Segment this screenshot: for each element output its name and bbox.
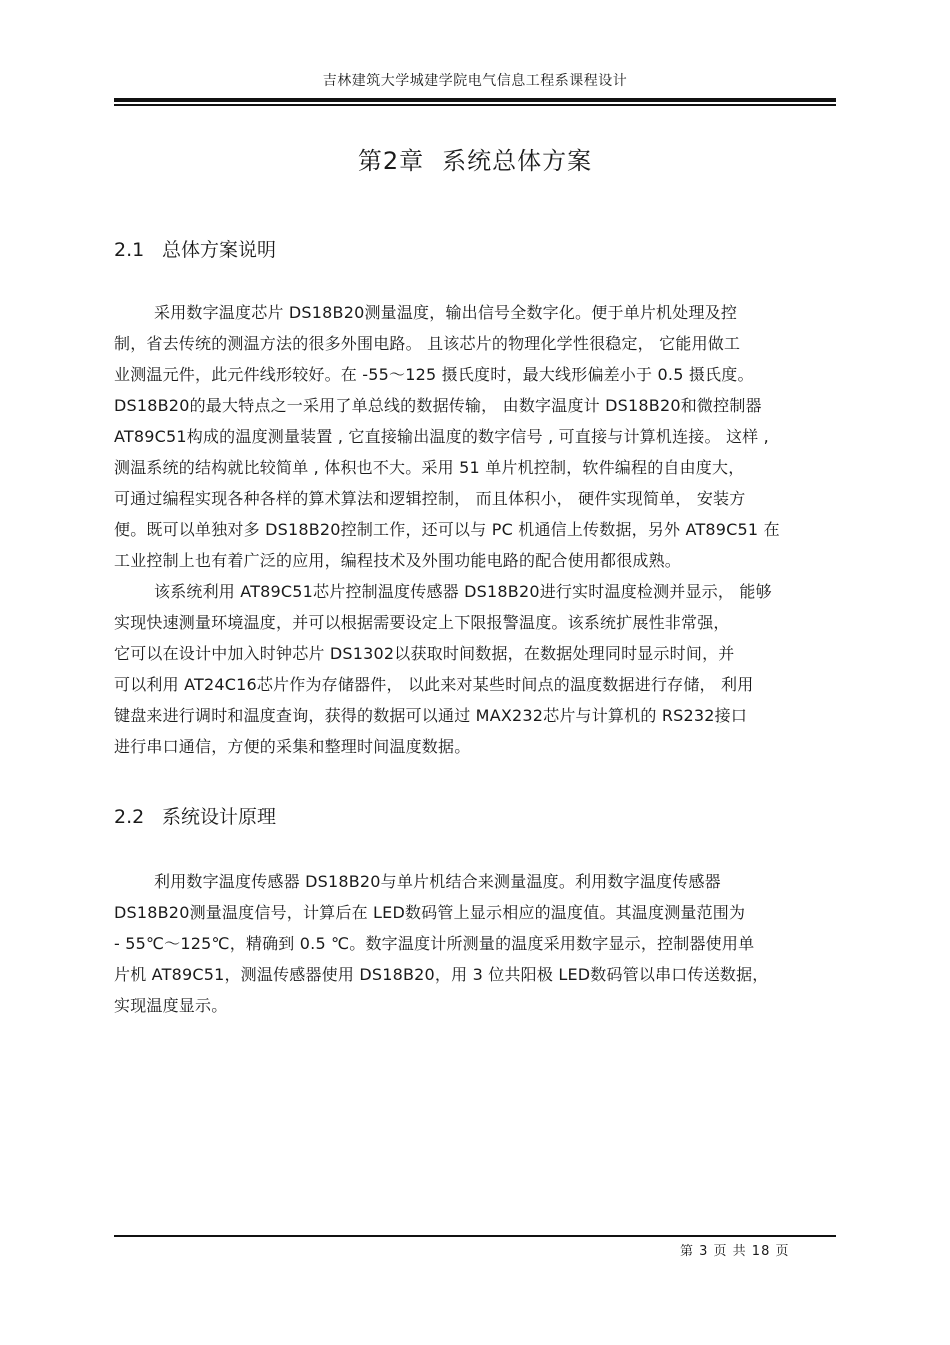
paragraph-line: 利用数字温度传感器 DS18B20与单片机结合来测量温度。利用数字温度传感器: [154, 872, 721, 891]
section-number: 2.1: [114, 239, 145, 261]
paragraph-line: 实现快速测量环境温度，并可以根据需要设定上下限报警温度。该系统扩展性非常强，: [114, 613, 730, 632]
chapter-number: 第2章: [357, 147, 425, 175]
page-header: 吉林建筑大学城建学院电气信息工程系课程设计: [322, 73, 628, 89]
paragraph-line: AT89C51构成的温度测量装置 , 它直接输出温度的数字信号 , 可直接与计算机连接。 这样 ,: [114, 427, 769, 446]
section-title: 系统设计原理: [162, 806, 277, 828]
paragraph-line: 测温系统的结构就比较简单 , 体积也不大。采用 51 单片机控制，软件编程的自由度大，: [114, 458, 745, 477]
paragraph-line: 键盘来进行调时和温度查询，获得的数据可以通过 MAX232芯片与计算机的 RS232接口: [114, 706, 748, 725]
chapter-title: [114, 141, 836, 176]
paragraph-line: 它可以在设计中加入时钟芯片 DS1302以获取时间数据，在数据处理同时显示时间，并: [114, 644, 735, 663]
paragraph-line: 进行串口通信，方便的采集和整理时间温度数据。: [114, 737, 471, 756]
section-number: 2.2: [114, 806, 145, 828]
section-heading-2-2: [114, 802, 276, 829]
section-2-1-body: [114, 297, 844, 762]
paragraph-line: 工业控制上也有着广泛的应用，编程技术及外围功能电路的配合使用都很成熟。: [114, 551, 682, 570]
paragraph-line: 实现温度显示。: [114, 996, 228, 1015]
paragraph-line: 可通过编程实现各种各样的算术算法和逻辑控制， 而且体积小， 硬件实现简单， 安装方: [114, 489, 746, 508]
page-number: 第 3 页 共 18 页: [680, 1244, 790, 1259]
header-rule-thick: [114, 98, 836, 102]
paragraph-line: - 55℃～125℃，精确到 0.5 ℃。数字温度计所测量的温度采用数字显示，控制器使用单: [114, 934, 755, 953]
footer-rule: [114, 1235, 836, 1237]
paragraph-line: 采用数字温度芯片 DS18B20测量温度，输出信号全数字化。便于单片机处理及控: [154, 303, 738, 322]
paragraph-line: 可以利用 AT24C16芯片作为存储器件， 以此来对某些时间点的温度数据进行存储， 利用: [114, 675, 754, 694]
header-rule-thin: [114, 104, 836, 106]
section-heading-2-1: [114, 235, 276, 262]
paragraph-line: DS18B20测量温度信号，计算后在 LED数码管上显示相应的温度值。其温度测量范围为: [114, 903, 746, 922]
chapter-name: 系统总体方案: [442, 147, 593, 175]
paragraph-line: 片机 AT89C51，测温传感器使用 DS18B20，用 3 位共阳极 LED数码管以串口传送数据，: [114, 965, 769, 984]
paragraph-line: 该系统利用 AT89C51芯片控制温度传感器 DS18B20进行实时温度检测并显示， 能够: [154, 582, 772, 601]
paragraph-line: 业测温元件，此元件线形较好。在 -55～125 摄氏度时，最大线形偏差小于 0.5 摄氏度。: [114, 365, 754, 384]
paragraph-line: 便。既可以单独对多 DS18B20控制工作，还可以与 PC 机通信上传数据，另外 AT89C51 在: [114, 520, 780, 539]
section-2-2-body: [114, 866, 844, 1021]
paragraph-line: DS18B20的最大特点之一采用了单总线的数据传输， 由数字温度计 DS18B20和微控制器: [114, 396, 762, 415]
section-title: 总体方案说明: [162, 239, 277, 261]
paragraph-line: 制，省去传统的测温方法的很多外围电路。 且该芯片的物理化学性很稳定， 它能用做工: [114, 334, 741, 353]
